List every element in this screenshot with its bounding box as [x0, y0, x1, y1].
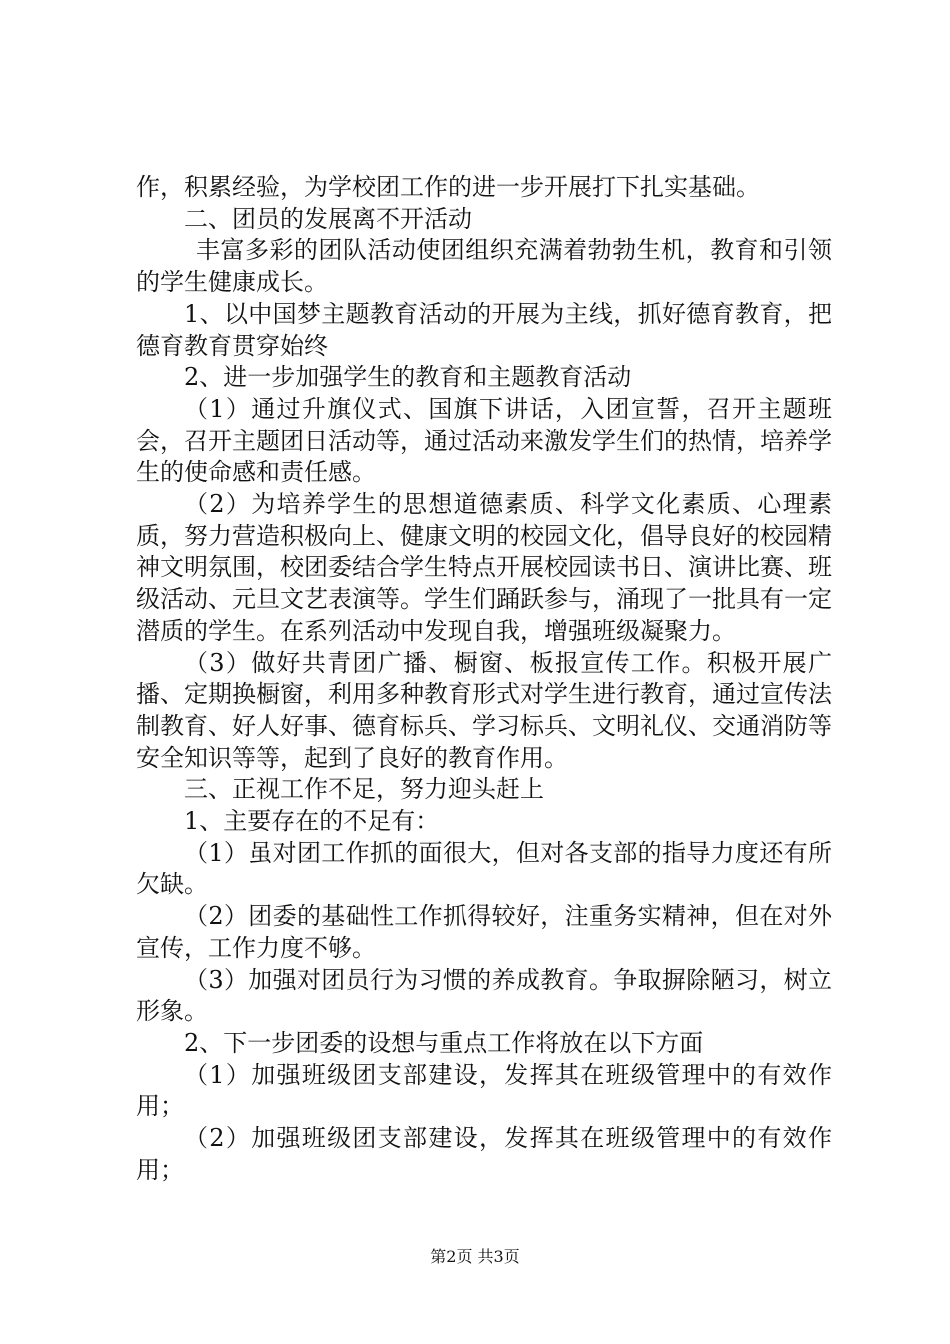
sub-list-item: （2）团委的基础性工作抓得较好，注重务实精神，但在对外宣传，工作力度不够。	[136, 902, 832, 962]
list-item: 1、主要存在的不足有：	[184, 807, 440, 836]
page-footer: 第2页 共3页	[430, 1247, 520, 1266]
sub-list-item: （2）为培养学生的思想道德素质、科学文化素质、心理素质，努力营造积极向上、健康文明的校园文化，倡导良好的校园精神文明氛围，校团委结合学生特点开展校园读书日、演讲比赛、班级活动、元旦文艺表演等。学生们踊跃参与，涌现了一批具有一定潜质的学生。在系列活动中发现自我，增强班级凝聚力。	[136, 490, 832, 645]
sub-list-item: （1）加强班级团支部建设，发挥其在班级管理中的有效作用；	[136, 1060, 832, 1121]
list-item: 1、以中国梦主题教育活动的开展为主线，抓好德育教育，把德育教育贯穿始终	[136, 299, 832, 360]
paragraph-continuation: 作，积累经验，为学校团工作的进一步开展打下扎实基础。	[136, 173, 760, 201]
sub-list-item: （3）加强对团员行为习惯的养成教育。争取摒除陋习，树立形象。	[136, 965, 832, 1026]
sub-list-item: （2）加强班级团支部建设，发挥其在班级管理中的有效作用；	[136, 1124, 832, 1184]
section-heading-3: 三、正视工作不足，努力迎头赶上	[184, 775, 544, 804]
document-body	[136, 172, 832, 1187]
paragraph: 丰富多彩的团队活动使团组织充满着勃勃生机，教育和引领的学生健康成长。	[136, 236, 832, 297]
list-item: 2、进一步加强学生的教育和主题教育活动	[184, 363, 632, 392]
sub-list-item: （1）通过升旗仪式、国旗下讲话，入团宣誓，召开主题班会，召开主题团日活动等，通过活动来激发学生们的热情，培养学生的使命感和责任感。	[136, 394, 832, 487]
sub-list-item: （3）做好共青团广播、橱窗、板报宣传工作。积极开展广播、定期换橱窗，利用多种教育形式对学生进行教育，通过宣传法制教育、好人好事、德育标兵、学习标兵、文明礼仪、交通消防等安全知识等等，起到了良好的教育作用。	[136, 648, 832, 772]
section-heading-2: 二、团员的发展离不开活动	[184, 204, 472, 233]
list-item: 2、下一步团委的设想与重点工作将放在以下方面	[184, 1028, 704, 1057]
sub-list-item: （1）虽对团工作抓的面很大，但对各支部的指导力度还有所欠缺。	[136, 838, 832, 899]
